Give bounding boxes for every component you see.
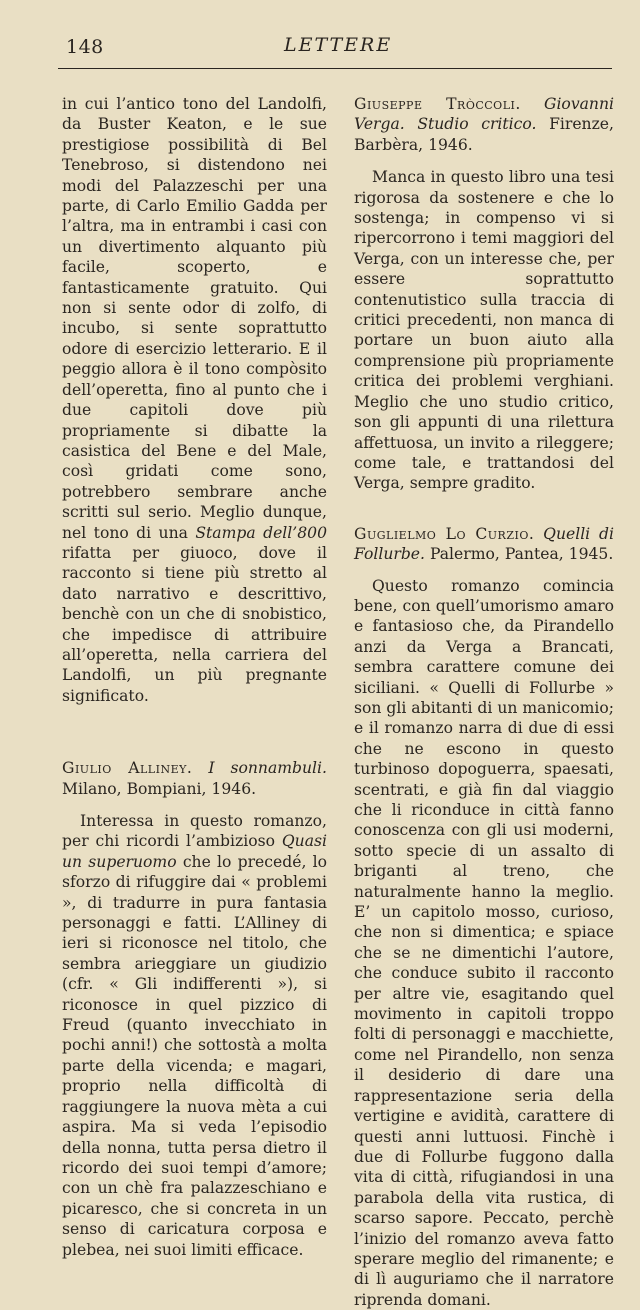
review-author: Guglielmo Lo Curzio. xyxy=(354,524,535,543)
review-heading-lo-curzio xyxy=(354,524,614,565)
review-heading-alliney xyxy=(62,758,327,799)
review-text-alliney: Interessa in questo romanzo, per chi ricordi l’ambizioso Quasi un superuomo che lo precedé, lo sforzo di rifuggire dai « problemi », di tradurre in pura fantasia personaggi e fatti. L’Alliney di ieri si riconosce nel titolo, che sembra arieggiare un giudizio (cfr. « Gli indifferenti »), si riconosce in quel pizzico di Freud (quanto invecchiato in pochi anni!) che sottostà a molta parte della vicenda; e magari, proprio nella difficoltà di raggiungere la nuova mèta a cui aspira. Ma si veda l’episodio della nonna, tutta persa dietro il ricordo dei suoi tempi d’amore; con un chè fra palazzeschiano e picaresco, che si concreta in un senso di caricatura corposa e plebea, nei suoi limiti efficace. xyxy=(62,812,327,1259)
review-title: Quelli di Follurbe. xyxy=(354,524,614,564)
review-title: I sonnambuli. xyxy=(208,759,327,778)
page-header xyxy=(0,30,640,72)
left-column xyxy=(62,94,327,1260)
review-publisher: Milano, Bompiani, 1946. xyxy=(62,779,257,798)
review-author: Giulio Alliney. xyxy=(62,759,193,778)
continuation-paragraph: in cui l’antico tono del Landolfi, da Buster Keaton, e le sue prestigiose possibilità di Bel Tenebroso, si distendono nei modi del Palazzeschi per una parte, di Carlo Emilio Gadda per l’altra, ma in entrambi i casi con un divertimento alquanto più facile, scoperto, e fantasticamente gratuito. Qui non si sente odor di zolfo, di incubo, si sente soprattutto odore di esercizio letterario. E il peggio allora è il tono compòsito dell’operetta, fino al punto che i due capitoli dove più propriamente si dibatte la casistica del Bene e del Male, così gridati come sono, potrebbero sembrare anche scritti sul serio. Meglio dunque, nel tono di una Stampa dell’800 rifatta per giuoco, dove il racconto si tiene più stretto al dato narrativo e descrittivo, benchè con un che di snobistico, che impedisce di attribuire all’operetta, nella carriera del Landolfi, un più pregnante significato. xyxy=(62,95,327,705)
review-title: Giovanni Verga. Studio critico. xyxy=(354,95,614,134)
review-publisher: Palermo, Pantea, 1945. xyxy=(429,545,614,564)
page-number: 148 xyxy=(66,36,104,58)
header-rule xyxy=(58,68,612,69)
review-text-lo-curzio: Questo romanzo comincia bene, con quell’umorismo amaro e fantasioso che, da Pirandello anzi da Verga a Brancati, sembra carattere comune dei siciliani. « Quelli di Follurbe » son gli abitanti di un manicomio; e il romanzo narra di due di essi che ne escono in questo turbinoso dopoguerra, spaesati, scentrati, e già fin dal viaggio che li riconduce in città fanno conoscenza con gli usi moderni, sotto specie di un assalto di briganti al treno, che naturalmente hanno la meglio. E’ un capitolo mosso, curioso, che non si dimentica; e spiace che se ne dimentichi l’autore, che conduce subito il racconto per altre vie, esagitando quel movimento in capitoli troppo folti di personaggi e macchiette, come nel Pirandello, non senza il desiderio di dare una rappresentazione seria della vertigine e avidità, carattere di questi anni luttuosi. Finchè i due di Follurbe fuggono dalla vita di città, rifugiandosi in una parabola della vita rustica, di scarso sapore. Peccato, perchè l’inizio del romanzo aveva fatto sperare meglio del rimanente; e di lì auguriamo che il narratore riprenda domani. xyxy=(354,576,615,1309)
italic-reference: Quasi un superuomo xyxy=(62,832,327,871)
review-author: Giuseppe Tròccoli. xyxy=(354,95,521,113)
review-publisher: Firenze, Barbèra, 1946. xyxy=(354,115,614,154)
running-title: LETTERE xyxy=(284,34,393,56)
italic-reference: Stampa dell’800 xyxy=(195,523,327,542)
right-column xyxy=(354,94,614,1310)
review-text-troccoli: Manca in questo libro una tesi rigorosa da sostenere e che lo sostenga; in compenso vi si ripercorrono i temi maggiori del Verga, con un interesse che, per essere soprattutto contenutistico sulla traccia di critici precedenti, non manca di portare un buon aiuto alla comprensione più propriamente critica dei problemi verghiani. Meglio che uno studio critico, son gli appunti di una rilettura affettuosa, un invito a rileggere; come tale, e trattandosi del Verga, sempre gradito. xyxy=(354,168,614,493)
review-heading-troccoli xyxy=(354,94,614,155)
